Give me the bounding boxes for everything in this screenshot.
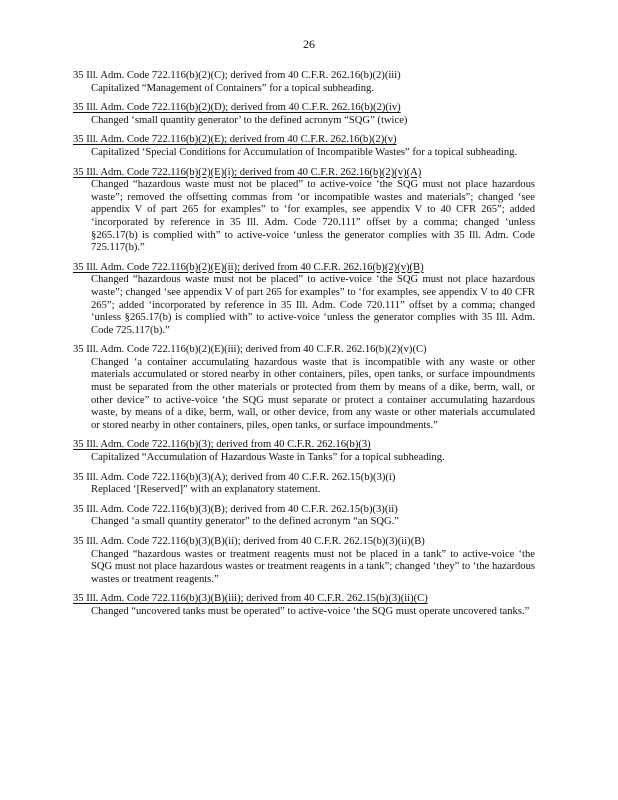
entry-body: Changed “hazardous waste must not be placed” to active-voice ‘the SQG must not place hazardous waste”; removed the offsetting commas from ‘or incompatible wastes and materials”; changed ‘see appendix V of part 265 for examples” to ‘for examples, see appendix V to 40 CFR 265”; added ‘incorporated by reference in 35 Ill. Adm. Code 720.111” offset by a comma; changed ‘unless §265.17(b) is complied with” to active-voice ‘unless the generator complies with 35 Ill. Adm. Code 725.117(b).” bbox=[91, 179, 535, 254]
entry-heading: 35 Ill. Adm. Code 722.116(b)(2)(E); derived from 40 C.F.R. 262.16(b)(2)(v) bbox=[73, 134, 397, 146]
entry bbox=[73, 344, 535, 432]
entry-body: Changed ‘a container accumulating hazardous waste that is incompatible with any waste or other materials accumulated or stored nearby in other containers, piles, open tanks, or surface impoundments must be separated from the other materials or protected from them by means of a dike, berm, wall, or other device” to active-voice ‘the SQG must separate or protect a container accumulating hazardous waste, by means of a dike, berm, wall, or other device, from any waste or other materials accumulated or stored nearby in other containers, piles, open tanks, or surface impoundments.” bbox=[91, 356, 535, 431]
entry bbox=[73, 262, 535, 338]
entry-heading: 35 Ill. Adm. Code 722.116(b)(2)(D); derived from 40 C.F.R. 262.16(b)(2)(iv) bbox=[73, 102, 401, 114]
entry-heading: 35 Ill. Adm. Code 722.116(b)(3); derived from 40 C.F.R. 262.16(b)(3) bbox=[73, 439, 371, 451]
entry-heading: 35 Ill. Adm. Code 722.116(b)(2)(E)(i); derived from 40 C.F.R. 262.16(b)(2)(v)(A) bbox=[73, 166, 422, 178]
entry-heading: 35 Ill. Adm. Code 722.116(b)(3)(B); derived from 40 C.F.R. 262.15(b)(3)(ii) bbox=[73, 503, 398, 515]
entry-body: Changed “hazardous waste must not be placed” to active-voice ‘the SQG must not place hazardous waste”; changed ‘see appendix V of part 265 for examples” to ‘for examples, see appendix V to 40 CFR 265”; added ‘incorporated by reference in 35 Ill. Adm. Code 720.111” offset by a comma; changed ‘unless §265.17(b) is complied with” to active-voice ‘unless the generator complies with 35 Ill. Adm. Code 725.117(b).” bbox=[91, 274, 535, 336]
entry-body: Changed “hazardous wastes or treatment reagents must not be placed in a tank” to active-voice ‘the SQG must not place hazardous wastes or treatment reagents in a tank”; changed ‘they” to ‘the hazardous wastes or treatment reagents.” bbox=[91, 548, 535, 585]
entry bbox=[73, 439, 535, 464]
entry-body: Capitalized “Management of Containers” for a topical subheading. bbox=[91, 82, 374, 94]
entry bbox=[73, 134, 535, 159]
page-number: 26 bbox=[303, 37, 315, 51]
entry-body: Replaced ‘[Reserved]” with an explanatory statement. bbox=[91, 484, 321, 496]
entry-heading: 35 Ill. Adm. Code 722.116(b)(3)(A); derived from 40 C.F.R. 262.15(b)(3)(i) bbox=[73, 471, 396, 483]
entry-body: Changed ‘small quantity generator’ to the defined acronym “SQG” (twice) bbox=[91, 114, 408, 126]
entry bbox=[73, 536, 535, 586]
entry bbox=[73, 102, 535, 127]
entry-body: Changed ‘a small quantity generator” to the defined acronym “an SQG.” bbox=[91, 516, 399, 528]
entry-list bbox=[73, 70, 535, 626]
entry bbox=[73, 593, 535, 618]
entry bbox=[73, 504, 535, 529]
entry bbox=[73, 472, 535, 497]
entry-heading: 35 Ill. Adm. Code 722.116(b)(2)(E)(ii); derived from 40 C.F.R. 262.16(b)(2)(v)(B) bbox=[73, 261, 424, 273]
entry-heading: 35 Ill. Adm. Code 722.116(b)(3)(B)(ii); derived from 40 C.F.R. 262.15(b)(3)(ii)(B) bbox=[73, 536, 425, 547]
entry-heading: 35 Ill. Adm. Code 722.116(b)(2)(E)(iii); derived from 40 C.F.R. 262.16(b)(2)(v)(C) bbox=[73, 344, 427, 356]
entry bbox=[73, 70, 535, 95]
entry bbox=[73, 167, 535, 255]
entry-body: Capitalized ‘Special Conditions for Accumulation of Incompatible Wastes” for a topical subheading. bbox=[91, 146, 518, 158]
entry-heading: 35 Ill. Adm. Code 722.116(b)(2)(C); derived from 40 C.F.R. 262.16(b)(2)(iii) bbox=[73, 70, 401, 81]
entry-heading: 35 Ill. Adm. Code 722.116(b)(3)(B)(iii); derived from 40 C.F.R. 262.15(b)(3)(ii)(C) bbox=[73, 593, 428, 605]
entry-body: Changed “uncovered tanks must be operated” to active-voice ‘the SQG must operate uncovered tanks.” bbox=[91, 605, 530, 617]
entry-body: Capitalized “Accumulation of Hazardous Waste in Tanks” for a topical subheading. bbox=[91, 452, 445, 464]
